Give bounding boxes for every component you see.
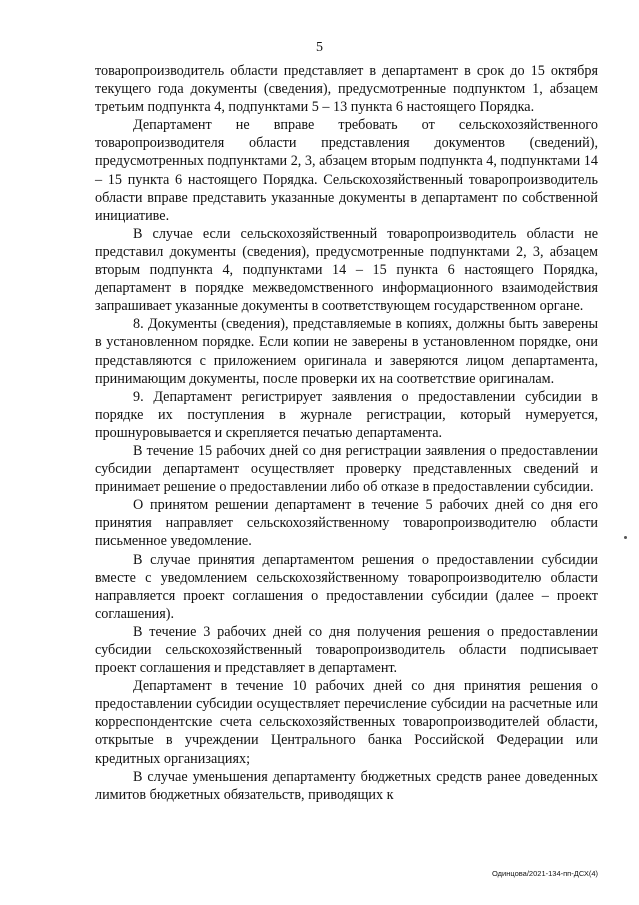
paragraph-draft-agreement: В случае принятия департаментом решения о предоставлении субсидии вместе с уведомлением сельскохозяйственному товаропроизводителю области направляется проект соглашения о предоставлении субсидии (далее – проект соглашения). [95,551,598,622]
paragraph-interagency-request: В случае если сельскохозяйственный товаропроизводитель области не представил документы (сведения), предусмотренные подпунктами 2, 3, абзацем вторым подпункта 4, подпунктами 14 – 15 пункта 6 настоящего Порядка, департамент в порядке межведомственного информационного взаимодействия запрашивает указанные документы в соответствующем государственном органе. [95,225,598,315]
document-body [95,62,598,804]
footer-document-code: Одинцова/2021-134-пп-ДСХ(4) [492,869,598,878]
margin-dot [624,536,627,539]
paragraph-budget-reduction: В случае уменьшения департаменту бюджетных средств ранее доведенных лимитов бюджетных обязательств, приводящих к [95,768,598,803]
paragraph-item-8-copies: 8. Документы (сведения), представляемые в копиях, должны быть заверены в установленном порядке. Если копии не заверены в установленном порядке, они представляются с приложением оригинала и заверяются лицом департамента, принимающим документы, после проверки их на соответствие оригиналам. [95,316,598,387]
paragraph-15-days-review: В течение 15 рабочих дней со дня регистрации заявления о предоставлении субсидии департамент осуществляет проверку представленных сведений и принимает решение о предоставлении либо об отказе в предоставлении субсидии. [95,442,598,496]
page-number: 5 [316,40,323,55]
paragraph-notification: О принятом решении департамент в течение 5 рабочих дней со дня его принятия направляет сельскохозяйственному товаропроизводителю области письменное уведомление. [95,497,598,550]
paragraph-continuation: товаропроизводитель области представляет в департамент в срок до 15 октября текущего года документы (сведения), предусмотренные подпунктом 1, абзацем третьим подпункта 4, подпунктами 5 – 13 пункта 6 настоящего Порядка. [95,63,598,116]
paragraph-department-not-entitled: Департамент не вправе требовать от сельскохозяйственного товаропроизводителя области представления документов (сведений), предусмотренных подпунктами 2, 3, абзацем вторым подпункта 4, подпунктами 14 – 15 пункта 6 настоящего Порядка. Сельскохозяйственный товаропроизводитель области вправе представить указанные документы в департамент по собственной инициативе. [95,117,598,224]
paragraph-10-days-transfer: Департамент в течение 10 рабочих дней со дня принятия решения о предоставлении субсидии осуществляет перечисление субсидии на расчетные или корреспондентские счета сельскохозяйственных товаропроизводителей области, открытые в учреждении Центрального банка Российской Федерации или кредитных организациях; [95,678,598,767]
paragraph-item-9-registration: 9. Департамент регистрирует заявления о предоставлении субсидии в порядке их поступления в журнале регистрации, который нумеруется, прошнуровывается и скрепляется печатью департамента. [95,388,598,441]
paragraph-3-days-signing: В течение 3 рабочих дней со дня получения решения о предоставлении субсидии сельскохозяйственный товаропроизводитель области подписывает проект соглашения и представляет в департамент. [95,623,598,677]
